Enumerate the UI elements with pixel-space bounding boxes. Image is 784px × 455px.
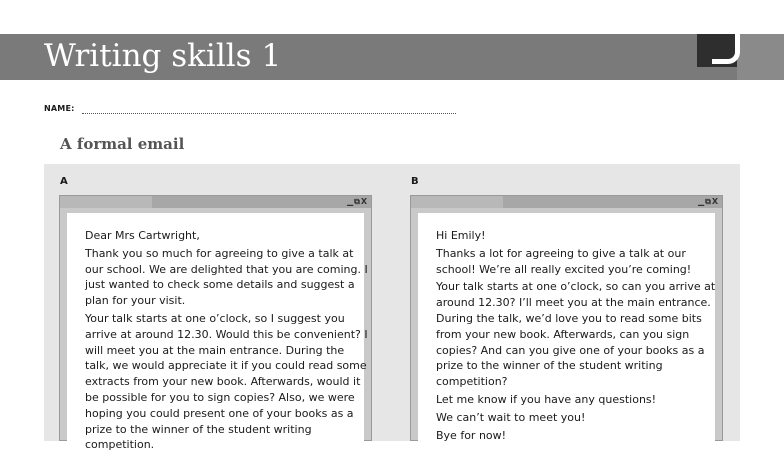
email-paragraph: Your talk starts at one o’clock, so I suggest you arrive at around 12.30. Would this be convenient? I will meet you at the main entrance. During the talk, we would appreciate it if you could read some extracts from your new book. Afterwards, would it be possible for you to sign copies? Also, we were hoping you could present one of your books as a prize to the winner of the student writing competition.: [85, 311, 368, 452]
email-a-text: [85, 228, 369, 455]
email-paragraph: Dear Mrs Cartwright,: [85, 229, 200, 242]
window-controls: [347, 196, 368, 208]
email-a-window: [59, 195, 372, 452]
email-paragraph: Thank you so much for agreeing to give a talk at our school. We are delighted that you are coming. I just wanted to check some details and suggest a plan for your visit.: [85, 246, 368, 308]
minimize-icon[interactable]: ▁: [697, 197, 706, 206]
page-title: Writing skills 1: [44, 38, 282, 74]
header-corner-decoration: [737, 34, 784, 80]
header-curve-decoration: [712, 34, 740, 64]
email-paragraph: Hi Emily!: [436, 229, 486, 242]
email-a-letter: A: [60, 176, 68, 187]
title-bar-highlight: [60, 196, 152, 208]
name-field[interactable]: [44, 104, 456, 116]
email-paragraph: Your talk starts at one o’clock, so can you arrive at around 12.30? I’ll meet you at the main entrance. During the talk, we’d love you to read some bits from your new book. Afterwards, can you sign copies? And can you give one of your books as a prize to the winner of the student writing competition?: [436, 280, 716, 389]
section-title: A formal email: [60, 135, 185, 153]
email-paragraph: Bye for now!: [436, 428, 507, 442]
email-b-text: [436, 228, 720, 445]
restore-icon[interactable]: ⧉: [705, 197, 712, 206]
email-b-letter: B: [411, 176, 419, 187]
email-paragraph: Let me know if you have any questions!: [436, 392, 657, 406]
email-b-body: [418, 213, 715, 453]
title-bar: [60, 196, 371, 208]
title-bar-highlight: [411, 196, 503, 208]
email-paragraph: We can’t wait to meet you!: [436, 410, 586, 424]
name-line[interactable]: [82, 113, 456, 114]
email-paragraph: Thanks a lot for agreeing to give a talk at our school! We’re all really excited you’re coming!: [436, 246, 692, 276]
window-controls: [698, 196, 719, 208]
restore-icon[interactable]: ⧉: [354, 197, 361, 206]
email-b-window: [410, 195, 723, 441]
email-a-body: [67, 213, 368, 453]
name-label: NAME:: [44, 104, 75, 113]
close-icon[interactable]: X: [711, 197, 719, 206]
minimize-icon[interactable]: ▁: [346, 197, 355, 206]
title-bar: [411, 196, 722, 208]
close-icon[interactable]: X: [360, 197, 368, 206]
